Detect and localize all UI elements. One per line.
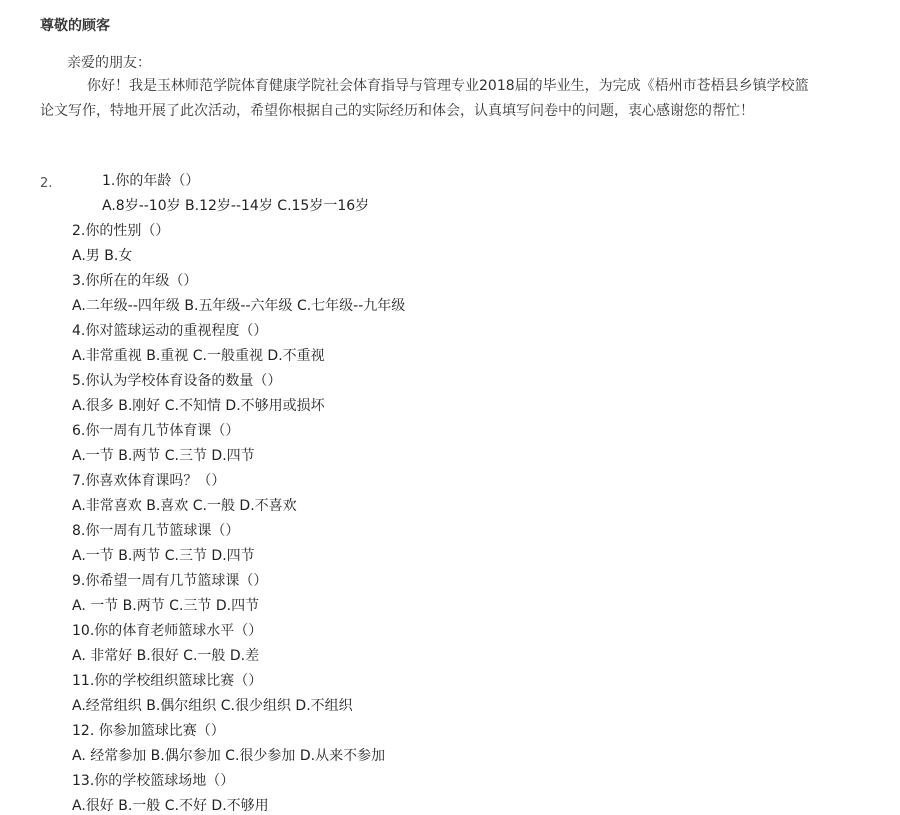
options-2: A.男 B.女 <box>72 248 133 264</box>
question-8: 8.你一周有几节篮球课（） <box>72 523 240 539</box>
question-2: 2.你的性别（） <box>72 223 170 239</box>
question-12: 12. 你参加篮球比赛（） <box>72 723 225 739</box>
intro-line-2: 论文写作，特地开展了此次活动，希望你根据自己的实际经历和体会，认真填写问卷中的问题，衷心感谢您的帮忙！ <box>40 103 754 119</box>
options-7: A.非常喜欢 B.喜欢 C.一般 D.不喜欢 <box>72 498 297 514</box>
greeting-text: 亲爱的朋友： <box>67 55 151 71</box>
question-6: 6.你一周有几节体育课（） <box>72 423 240 439</box>
options-13: A.很好 B.一般 C.不好 D.不够用 <box>72 798 269 814</box>
options-8: A.一节 B.两节 C.三节 D.四节 <box>72 548 255 564</box>
list-number-marker: 2. <box>40 176 53 191</box>
options-6: A.一节 B.两节 C.三节 D.四节 <box>72 448 255 464</box>
question-10: 10.你的体育老师篮球水平（） <box>72 623 263 639</box>
options-5: A.很多 B.刚好 C.不知情 D.不够用或损坏 <box>72 398 325 414</box>
options-1: A.8岁--10岁 B.12岁--14岁 C.15岁一16岁 <box>102 198 370 214</box>
options-12: A. 经常参加 B.偶尔参加 C.很少参加 D.从来不参加 <box>72 748 386 764</box>
question-7: 7.你喜欢体育课吗？（） <box>72 473 226 489</box>
options-4: A.非常重视 B.重视 C.一般重视 D.不重视 <box>72 348 325 364</box>
question-11: 11.你的学校组织篮球比赛（） <box>72 673 263 689</box>
page-heading: 尊敬的顾客 <box>40 18 110 34</box>
question-9: 9.你希望一周有几节篮球课（） <box>72 573 268 589</box>
question-5: 5.你认为学校体育设备的数量（） <box>72 373 282 389</box>
intro-line-1: 你好！我是玉林师范学院体育健康学院社会体育指导与管理专业2018届的毕业生，为完成《梧州市苍梧县乡镇学校篮 <box>87 78 809 94</box>
question-1: 1.你的年龄（） <box>102 173 200 189</box>
intro-paragraph <box>40 74 900 124</box>
question-4: 4.你对篮球运动的重视程度（） <box>72 323 268 339</box>
question-13: 13.你的学校篮球场地（） <box>72 773 235 789</box>
question-3: 3.你所在的年级（） <box>72 273 198 289</box>
options-9: A. 一节 B.两节 C.三节 D.四节 <box>72 598 260 614</box>
options-10: A. 非常好 B.很好 C.一般 D.差 <box>72 648 260 664</box>
options-3: A.二年级--四年级 B.五年级--六年级 C.七年级--九年级 <box>72 298 406 314</box>
options-11: A.经常组织 B.偶尔组织 C.很少组织 D.不组织 <box>72 698 353 714</box>
